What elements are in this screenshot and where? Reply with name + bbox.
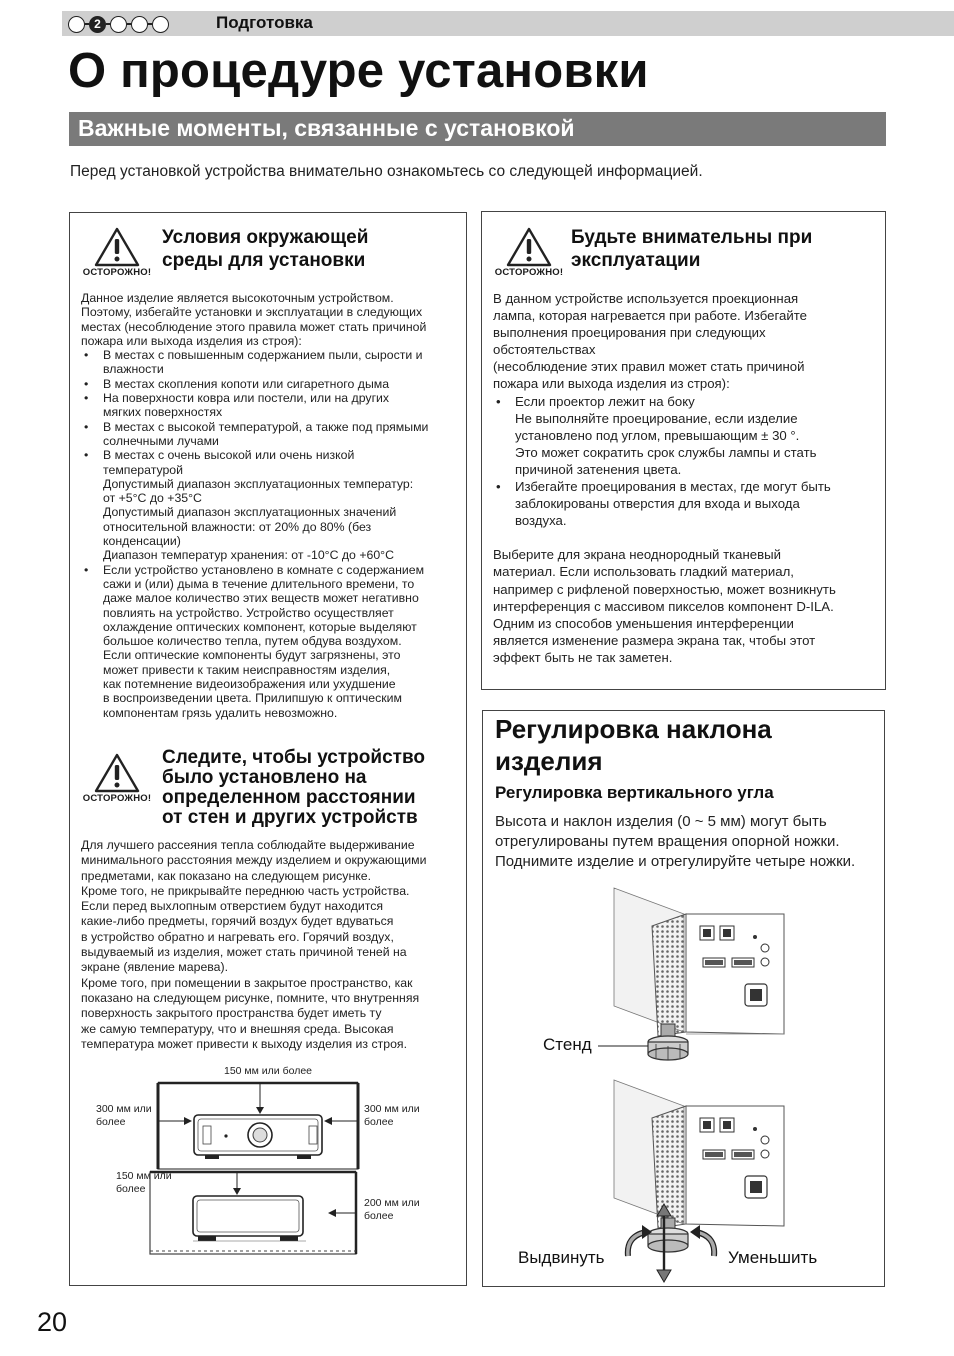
- text-line: предметами, как показано на следующем рисунке.: [81, 868, 372, 883]
- tilt-subtitle: Регулировка вертикального угла: [495, 783, 774, 802]
- list-item: • На поверхности ковра или постели, или на других мягких поверхностях: [81, 391, 463, 420]
- text-line: В данном устройстве используется проекционная: [493, 291, 799, 306]
- text-line: выдуваемый из изделия, может стать причиной теней на: [81, 945, 407, 960]
- title-line: эксплуатации: [571, 249, 701, 271]
- text-line: Кроме того, не прикрывайте переднюю часть устройства.: [81, 883, 410, 898]
- text-line: пожара или выхода изделия из строя):: [493, 376, 730, 392]
- clearance-diagram: [90, 1060, 460, 1260]
- tilt-title: Регулировка наклона изделия: [495, 714, 772, 776]
- step-2-active: 2: [89, 16, 106, 33]
- reduce-label: Уменьшить: [728, 1248, 818, 1267]
- title-line: Условия окружающей: [162, 227, 369, 248]
- text-line: температура может привести к выходу изделия из строя.: [81, 1036, 407, 1051]
- list-item: • Если проектор лежит на боку Не выполняйте проецирование, если изделие установлено под углом, превышающим ± 30 °. Это может сократить срок службы лампы и стать причиной затенения цвета.: [493, 393, 881, 478]
- text-line: Для лучшего рассеяния тепла соблюдайте выдерживание: [81, 838, 415, 852]
- operation-text: [493, 290, 881, 666]
- text-line: Выберите для экрана неоднородный тканевый: [493, 547, 781, 563]
- text-line: же самую температуру, что и внешняя среда. Высокая: [81, 1021, 394, 1036]
- text-line: эффект быть не так заметен.: [493, 649, 673, 665]
- text-line: минимального расстояния между изделием и окружающими: [81, 853, 427, 868]
- environment-text: [81, 291, 463, 720]
- environment-bullets: [81, 348, 463, 720]
- step-5: [152, 16, 169, 33]
- step-1: [68, 16, 85, 33]
- text-line: Если перед выхлопным отверстием будут находится: [81, 899, 384, 914]
- caution-label: ОСТОРОЖНО!: [82, 267, 152, 278]
- list-item: • В местах с повышенным содержанием пыли, сырости и влажности: [81, 348, 463, 377]
- list-item: • В местах с очень высокой или очень низкой температурой Допустимый диапазон эксплуатационных температур: от +5°C до +35°C Допустимый диапазон эксплуатационных значений относительной влажности: от 20% до 80% (без конденсации) Диапазон температур хранения: от -10°C до +60°C: [81, 448, 463, 562]
- text-line: например с рифленой поверхностью, может возникнуть: [493, 581, 836, 597]
- text-line: Поэтому, избегайте установки и эксплуатации в следующих: [81, 305, 423, 320]
- extend-label: Выдвинуть: [518, 1248, 605, 1267]
- diagram-label-top-side: 150 мм или более: [116, 1170, 172, 1195]
- step-3: [110, 16, 127, 33]
- diagram-label-bottom: 200 мм или более: [364, 1197, 420, 1222]
- environment-title: [162, 227, 368, 273]
- text-line: какие-либо предметы, горячий воздух будет вдуваться: [81, 914, 394, 929]
- warning-triangle-icon: [505, 226, 553, 268]
- step-indicator: [68, 15, 169, 33]
- step-4: [131, 16, 148, 33]
- text-line: лампа, которая нагревается при работе. Избегайте: [493, 308, 807, 324]
- title-line: было установлено на: [162, 767, 367, 788]
- text-line: Кроме того, при помещении в закрытое пространство, как: [81, 975, 413, 990]
- projector-foot-illustration: [500, 884, 885, 1284]
- warning-triangle-icon: [93, 226, 141, 268]
- page-number: 20: [37, 1307, 68, 1337]
- wall-distance-text: [81, 838, 463, 1052]
- text-line: интерференция с массивом пикселов компонент D-ILA.: [493, 598, 834, 614]
- diagram-label-top: 150 мм или более: [224, 1065, 312, 1077]
- caution-block: [489, 226, 569, 278]
- section-subheader: Важные моменты, связанные с установкой: [69, 112, 886, 146]
- intro-text: Перед установкой устройства внимательно ознакомьтесь со следующей информацией.: [70, 163, 703, 180]
- text-line: местах (несоблюдение этого правила может стать причиной: [81, 319, 427, 334]
- text-line: показано на следующем рисунке, помните, что внутренняя: [81, 990, 420, 1005]
- caution-block: [77, 226, 157, 278]
- header-bar: [62, 11, 954, 36]
- text-line: является изменение размера экрана так, чтобы этот: [493, 632, 816, 648]
- text-line: экране (явление марева).: [81, 960, 229, 975]
- tilt-body: Высота и наклон изделия (0 ~ 5 мм) могут быть отрегулированы путем вращения опорной ножки. Поднимите изделие и отрегулируйте четыре ножки.: [495, 813, 856, 870]
- list-item: • В местах скопления копоти или сигаретного дыма: [81, 377, 463, 391]
- title-line: от стен и других устройств: [162, 807, 418, 828]
- title-line: Следите, чтобы устройство: [162, 747, 425, 768]
- text-line: Данное изделие является высокоточным устройством.: [81, 291, 394, 305]
- page-title: О процедуре установки: [68, 44, 649, 98]
- text-line: материал. Если использовать гладкий материал,: [493, 564, 794, 580]
- list-item: • Если устройство установлено в комнате с содержанием сажи и (или) дыма в течение длительного времени, то даже малое количество этих веществ может негативно повлиять на устройство. Устройство осуществляет охлаждение оптических компонент, которые выделяют большое количество тепла, путем обдува воздухом. Если оптические компоненты будут загрязнены, это может привести к таким неисправностям изделия, как потемнение видеоизображения или ухудшение в воспроизведении цвета. Прилипшую к оптическим компонентам грязь удалить невозможно.: [81, 563, 463, 720]
- wall-distance-title: [162, 748, 425, 828]
- operation-bullets: [493, 393, 881, 530]
- caution-label: ОСТОРОЖНО!: [82, 793, 152, 804]
- list-item: • В местах с высокой температурой, а также под прямыми солнечными лучами: [81, 420, 463, 449]
- text-line: в устройство обратно и нагревать его. Горячий воздух,: [81, 929, 394, 944]
- title-line: среды для установки: [162, 249, 366, 271]
- text-line: Одним из способов уменьшения интерференции: [493, 615, 794, 631]
- text-line: пожара или выхода изделия из строя):: [81, 333, 302, 348]
- title-line: Будьте внимательны при: [571, 227, 813, 248]
- list-item: • Избегайте проецирования в местах, где могут быть заблокированы отверстия для входа и выхода воздуха.: [493, 478, 881, 529]
- text-line: выполнения проецирования при следующих: [493, 325, 766, 341]
- text-line: обстоятельствах: [493, 342, 596, 358]
- stand-label: Стенд: [543, 1035, 592, 1054]
- caution-label: ОСТОРОЖНО!: [494, 267, 564, 278]
- caution-block: [77, 752, 157, 804]
- diagram-label-left: 300 мм или более: [96, 1103, 152, 1128]
- text-line: (несоблюдение этих правил может стать причиной: [493, 359, 805, 375]
- section-label: Подготовка: [216, 13, 313, 32]
- operation-title: [571, 227, 812, 273]
- diagram-label-right: 300 мм или более: [364, 1103, 420, 1128]
- warning-triangle-icon: [93, 752, 141, 794]
- title-line: определенном расстоянии: [162, 787, 416, 808]
- text-line: поверхность закрытого пространства будет иметь ту: [81, 1006, 382, 1021]
